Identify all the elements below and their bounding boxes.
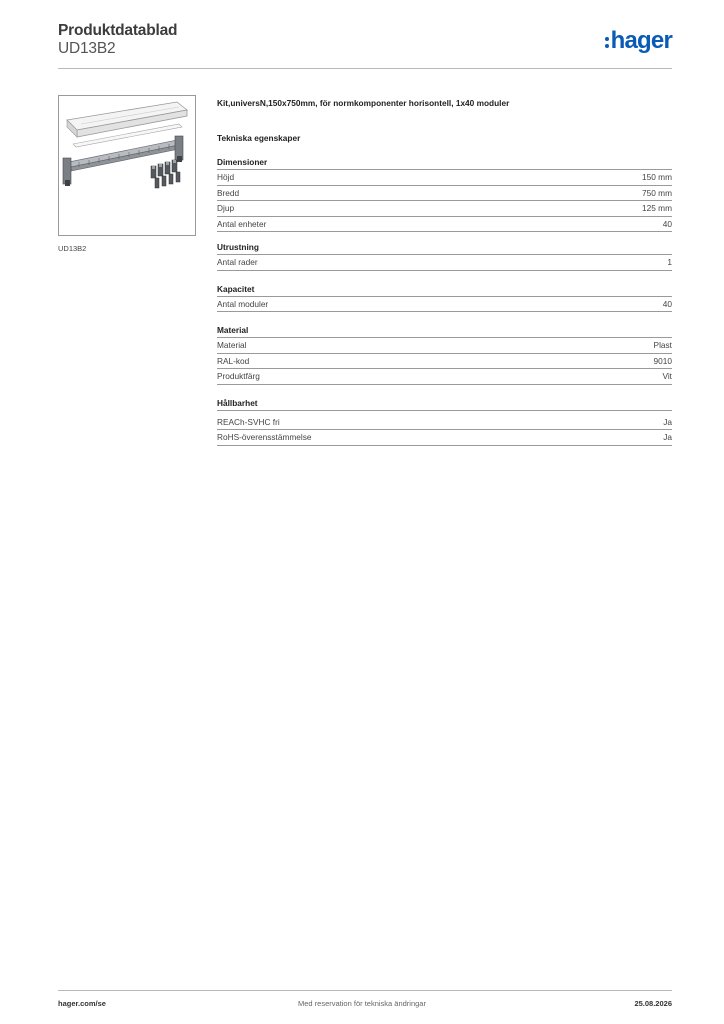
- group-title: Kapacitet: [217, 283, 672, 297]
- group-utrustning: [217, 241, 672, 271]
- image-caption: UD13B2: [58, 244, 87, 253]
- spec-row: [217, 186, 672, 202]
- spec-label: RoHS-överensstämmelse: [217, 432, 312, 442]
- spec-label: Djup: [217, 203, 235, 213]
- spec-value: Ja: [663, 416, 672, 427]
- spec-value: 40: [662, 218, 672, 229]
- group-title: Dimensioner: [217, 156, 672, 170]
- footer-website-link[interactable]: hager.com/se: [58, 999, 106, 1008]
- spec-label: Höjd: [217, 172, 235, 182]
- spec-label: REACh-SVHC fri: [217, 416, 280, 427]
- section-title: Tekniska egenskaper: [217, 133, 301, 143]
- spec-row: [217, 255, 672, 271]
- group-title: Material: [217, 324, 672, 338]
- spec-label: Produktfärg: [217, 371, 260, 381]
- spec-label: Material: [217, 340, 247, 350]
- page-footer: [58, 990, 672, 1011]
- logo-dots-icon: [605, 37, 609, 48]
- spec-label: RAL-kod: [217, 355, 250, 366]
- footer-notice: Med reservation för tekniska ändringar: [298, 999, 426, 1008]
- spec-row: [217, 430, 672, 446]
- page-header: [58, 22, 672, 69]
- footer-date: 25.08.2026: [634, 999, 672, 1008]
- spec-row: [217, 354, 672, 370]
- spec-value: 150 mm: [642, 172, 672, 182]
- product-image: [58, 95, 196, 236]
- spec-label: Antal moduler: [217, 298, 269, 309]
- hager-logo: [605, 28, 672, 54]
- spec-label: Antal enheter: [217, 218, 267, 229]
- spec-row: [217, 170, 672, 186]
- spec-value: Ja: [663, 432, 672, 442]
- spec-row: [217, 369, 672, 385]
- spec-value: Vit: [662, 371, 672, 381]
- product-details: [217, 95, 672, 446]
- group-dimensioner: [217, 156, 672, 232]
- group-hallbarhet: [217, 397, 672, 446]
- spec-value: 40: [662, 298, 672, 309]
- group-title: Hållbarhet: [217, 397, 672, 411]
- product-kit-illustration: [59, 96, 195, 235]
- spec-value: 125 mm: [642, 203, 672, 213]
- product-code: UD13B2: [58, 40, 116, 57]
- logo-text: hager: [610, 27, 672, 54]
- spec-value: 750 mm: [642, 187, 672, 198]
- group-material: [217, 324, 672, 385]
- group-title: Utrustning: [217, 241, 672, 255]
- spec-value: 9010: [653, 355, 672, 366]
- spec-label: Bredd: [217, 187, 240, 198]
- spec-value: Plast: [653, 340, 672, 350]
- spec-value: 1: [667, 257, 672, 267]
- spec-row: [217, 201, 672, 217]
- product-title: Kit,universN,150x750mm, för normkomponenter horisontell, 1x40 moduler: [217, 98, 510, 108]
- spec-row: [217, 338, 672, 354]
- spec-label: Antal rader: [217, 257, 258, 267]
- group-kapacitet: [217, 283, 672, 313]
- spec-row: [217, 217, 672, 233]
- spec-row: [217, 415, 672, 431]
- document-title: Produktdatablad: [58, 22, 178, 39]
- spec-row: [217, 297, 672, 313]
